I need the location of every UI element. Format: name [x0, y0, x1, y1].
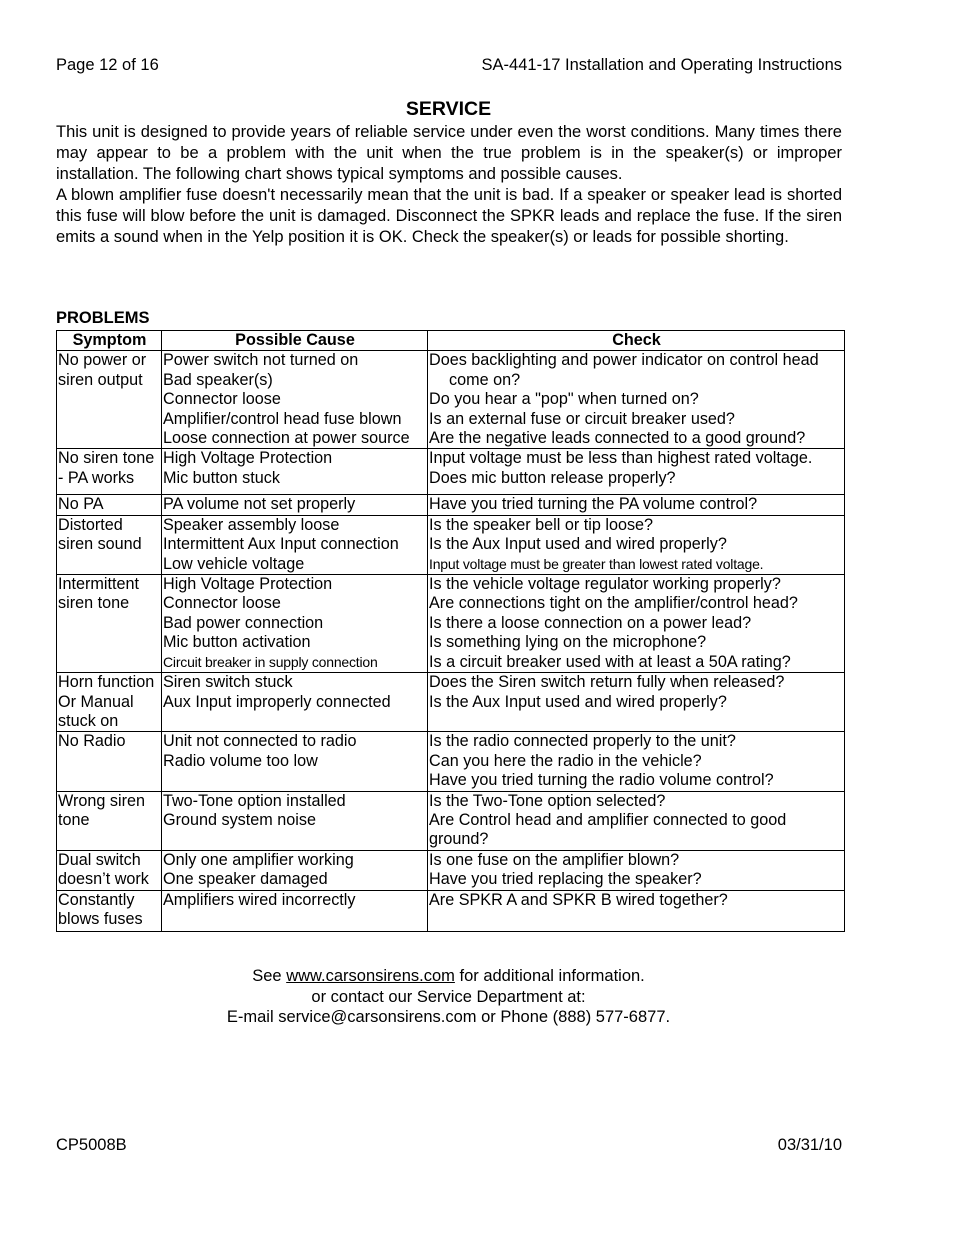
- check-item: Have you tried replacing the speaker?: [429, 870, 702, 889]
- check-item: Is an external fuse or circuit breaker used?: [429, 409, 735, 428]
- cause-cell: [162, 515, 428, 574]
- cause-cell: [162, 449, 428, 495]
- cause-item: Mic button activation: [163, 633, 311, 652]
- website-link[interactable]: www.carsonsirens.com: [286, 967, 455, 985]
- cause-item: PA volume not set properly: [163, 495, 356, 514]
- website-line: [0, 966, 897, 987]
- check-item: Does mic button release properly?: [429, 468, 676, 487]
- see-suffix: for additional information.: [454, 967, 645, 985]
- cause-item: Connector loose: [163, 390, 281, 409]
- cause-item: Loose connection at power source: [163, 429, 410, 448]
- cause-cell: [162, 791, 428, 850]
- cause-item: Unit not connected to radio: [163, 732, 357, 751]
- symptom-cell: Horn function Or Manual stuck on: [57, 673, 162, 732]
- table-row: [57, 515, 845, 574]
- check-item: Does the Siren switch return fully when released?: [429, 673, 785, 692]
- table-header-row: [57, 331, 845, 351]
- table-row: [57, 495, 845, 515]
- check-item: Are SPKR A and SPKR B wired together?: [429, 890, 728, 909]
- contact-info: [0, 966, 897, 1028]
- symptom-cell: Distorted siren sound: [57, 515, 162, 574]
- cause-cell: [162, 575, 428, 673]
- cause-item: Intermittent Aux Input connection: [163, 535, 399, 554]
- check-item: Can you here the radio in the vehicle?: [429, 751, 702, 770]
- table-row: [57, 850, 845, 890]
- cause-item: One speaker damaged: [163, 870, 328, 889]
- cause-cell: [162, 351, 428, 449]
- check-item: Are connections tight on the amplifier/control head?: [429, 594, 798, 613]
- cause-item: Mic button stuck: [163, 468, 280, 487]
- check-cell: [428, 449, 845, 495]
- page-number: Page 12 of 16: [56, 56, 159, 74]
- check-item: Is the Aux Input used and wired properly?: [429, 692, 727, 711]
- table-row: [57, 351, 845, 449]
- email-phone-line: E-mail service@carsonsirens.com or Phone (888) 577-6877.: [226, 1008, 671, 1026]
- cause-item: High Voltage Protection: [163, 575, 333, 594]
- check-item: Is something lying on the microphone?: [429, 633, 707, 652]
- column-header-check: Check: [428, 331, 845, 351]
- check-item: Is the Two-Tone option selected?: [429, 791, 666, 810]
- symptom-cell: No Radio: [57, 732, 162, 791]
- cause-item: High Voltage Protection: [163, 449, 333, 468]
- check-item: Is the speaker bell or tip loose?: [429, 515, 654, 534]
- symptom-cell: Dual switch doesn’t work: [57, 850, 162, 890]
- cause-cell: [162, 890, 428, 931]
- table-row: [57, 791, 845, 850]
- check-item: Are Control head and amplifier connected to good ground?: [429, 810, 787, 849]
- check-cell: [428, 850, 845, 890]
- check-item: Input voltage must be less than highest rated voltage.: [429, 449, 813, 468]
- table-row: [57, 575, 845, 673]
- service-department-line: or contact our Service Department at:: [311, 987, 586, 1006]
- paragraph: This unit is designed to provide years of reliable service under even the worst conditions. Many times there may appear to be a problem with the unit when the true problem is in the speaker(s) or improper installation. The following chart shows typical symptoms and possible causes.: [56, 123, 842, 183]
- cause-item: Amplifier/control head fuse blown: [163, 409, 402, 428]
- check-cell: [428, 673, 845, 732]
- cause-item: Only one amplifier working: [163, 850, 354, 869]
- check-item: Have you tried turning the PA volume control?: [429, 495, 758, 514]
- column-header-cause: Possible Cause: [162, 331, 428, 351]
- table-row: [57, 732, 845, 791]
- cause-item: Amplifiers wired incorrectly: [163, 890, 356, 909]
- cause-cell: [162, 850, 428, 890]
- cause-item: Bad power connection: [163, 613, 324, 632]
- cause-cell: [162, 495, 428, 515]
- document-date: 03/31/10: [777, 1136, 842, 1154]
- column-header-symptom: Symptom: [57, 331, 162, 351]
- cause-item: Aux Input improperly connected: [163, 692, 391, 711]
- symptom-cell: No PA: [57, 495, 162, 515]
- check-cell: [428, 351, 845, 449]
- cause-item: Bad speaker(s): [163, 370, 273, 389]
- check-item: Does backlighting and power indicator on control head: [429, 351, 819, 370]
- document-code: CP5008B: [56, 1136, 127, 1154]
- cause-item: Speaker assembly loose: [163, 515, 340, 534]
- symptom-cell: Intermittent siren tone: [57, 575, 162, 673]
- check-item: Are the negative leads connected to a good ground?: [429, 429, 806, 448]
- see-prefix: See: [252, 967, 287, 985]
- check-item: Is there a loose connection on a power lead?: [429, 613, 752, 632]
- table-row: [57, 449, 845, 495]
- cause-item: Low vehicle voltage: [163, 554, 305, 573]
- check-item: come on?: [449, 370, 521, 389]
- symptom-cell: Wrong siren tone: [57, 791, 162, 850]
- check-item: Is one fuse on the amplifier blown?: [429, 850, 680, 869]
- cause-item: Siren switch stuck: [163, 673, 293, 692]
- check-item: Have you tried turning the radio volume control?: [429, 771, 774, 790]
- symptom-cell: No power or siren output: [57, 351, 162, 449]
- table-row: [57, 673, 845, 732]
- service-intro: [56, 122, 842, 248]
- table-row: [57, 890, 845, 931]
- check-cell: [428, 732, 845, 791]
- check-item: Do you hear a "pop" when turned on?: [429, 390, 699, 409]
- cause-cell: [162, 673, 428, 732]
- check-cell: [428, 515, 845, 574]
- problems-label: PROBLEMS: [56, 309, 150, 327]
- check-cell: [428, 791, 845, 850]
- check-item: Is the radio connected properly to the unit?: [429, 732, 736, 751]
- cause-item: Power switch not turned on: [163, 351, 359, 370]
- cause-item: Two-Tone option installed: [163, 791, 346, 810]
- cause-item: Circuit breaker in supply connection: [163, 653, 378, 670]
- symptom-cell: Constantly blows fuses: [57, 890, 162, 931]
- paragraph: A blown amplifier fuse doesn't necessarily mean that the unit is bad. If a speaker or speaker lead is shorted this fuse will blow before the unit is damaged. Disconnect the SPKR leads and replace the fuse. If the siren emits a sound when in the Yelp position it is OK. Check the speaker(s) or leads for possible shorting.: [56, 186, 842, 246]
- symptom-cell: No siren tone - PA works: [57, 449, 162, 495]
- check-item: Input voltage must be greater than lowest rated voltage.: [429, 555, 764, 572]
- cause-item: Ground system noise: [163, 810, 316, 829]
- document-title: SA-441-17 Installation and Operating Instructions: [481, 56, 842, 74]
- check-item: Is a circuit breaker used with at least a 50A rating?: [429, 652, 791, 671]
- cause-item: Connector loose: [163, 594, 281, 613]
- cause-item: Radio volume too low: [163, 751, 318, 770]
- section-title: SERVICE: [405, 98, 492, 120]
- check-cell: [428, 575, 845, 673]
- cause-cell: [162, 732, 428, 791]
- check-item: Is the vehicle voltage regulator working properly?: [429, 575, 781, 594]
- check-cell: [428, 495, 845, 515]
- check-item: Is the Aux Input used and wired properly?: [429, 535, 727, 554]
- problems-table: [56, 330, 845, 932]
- check-cell: [428, 890, 845, 931]
